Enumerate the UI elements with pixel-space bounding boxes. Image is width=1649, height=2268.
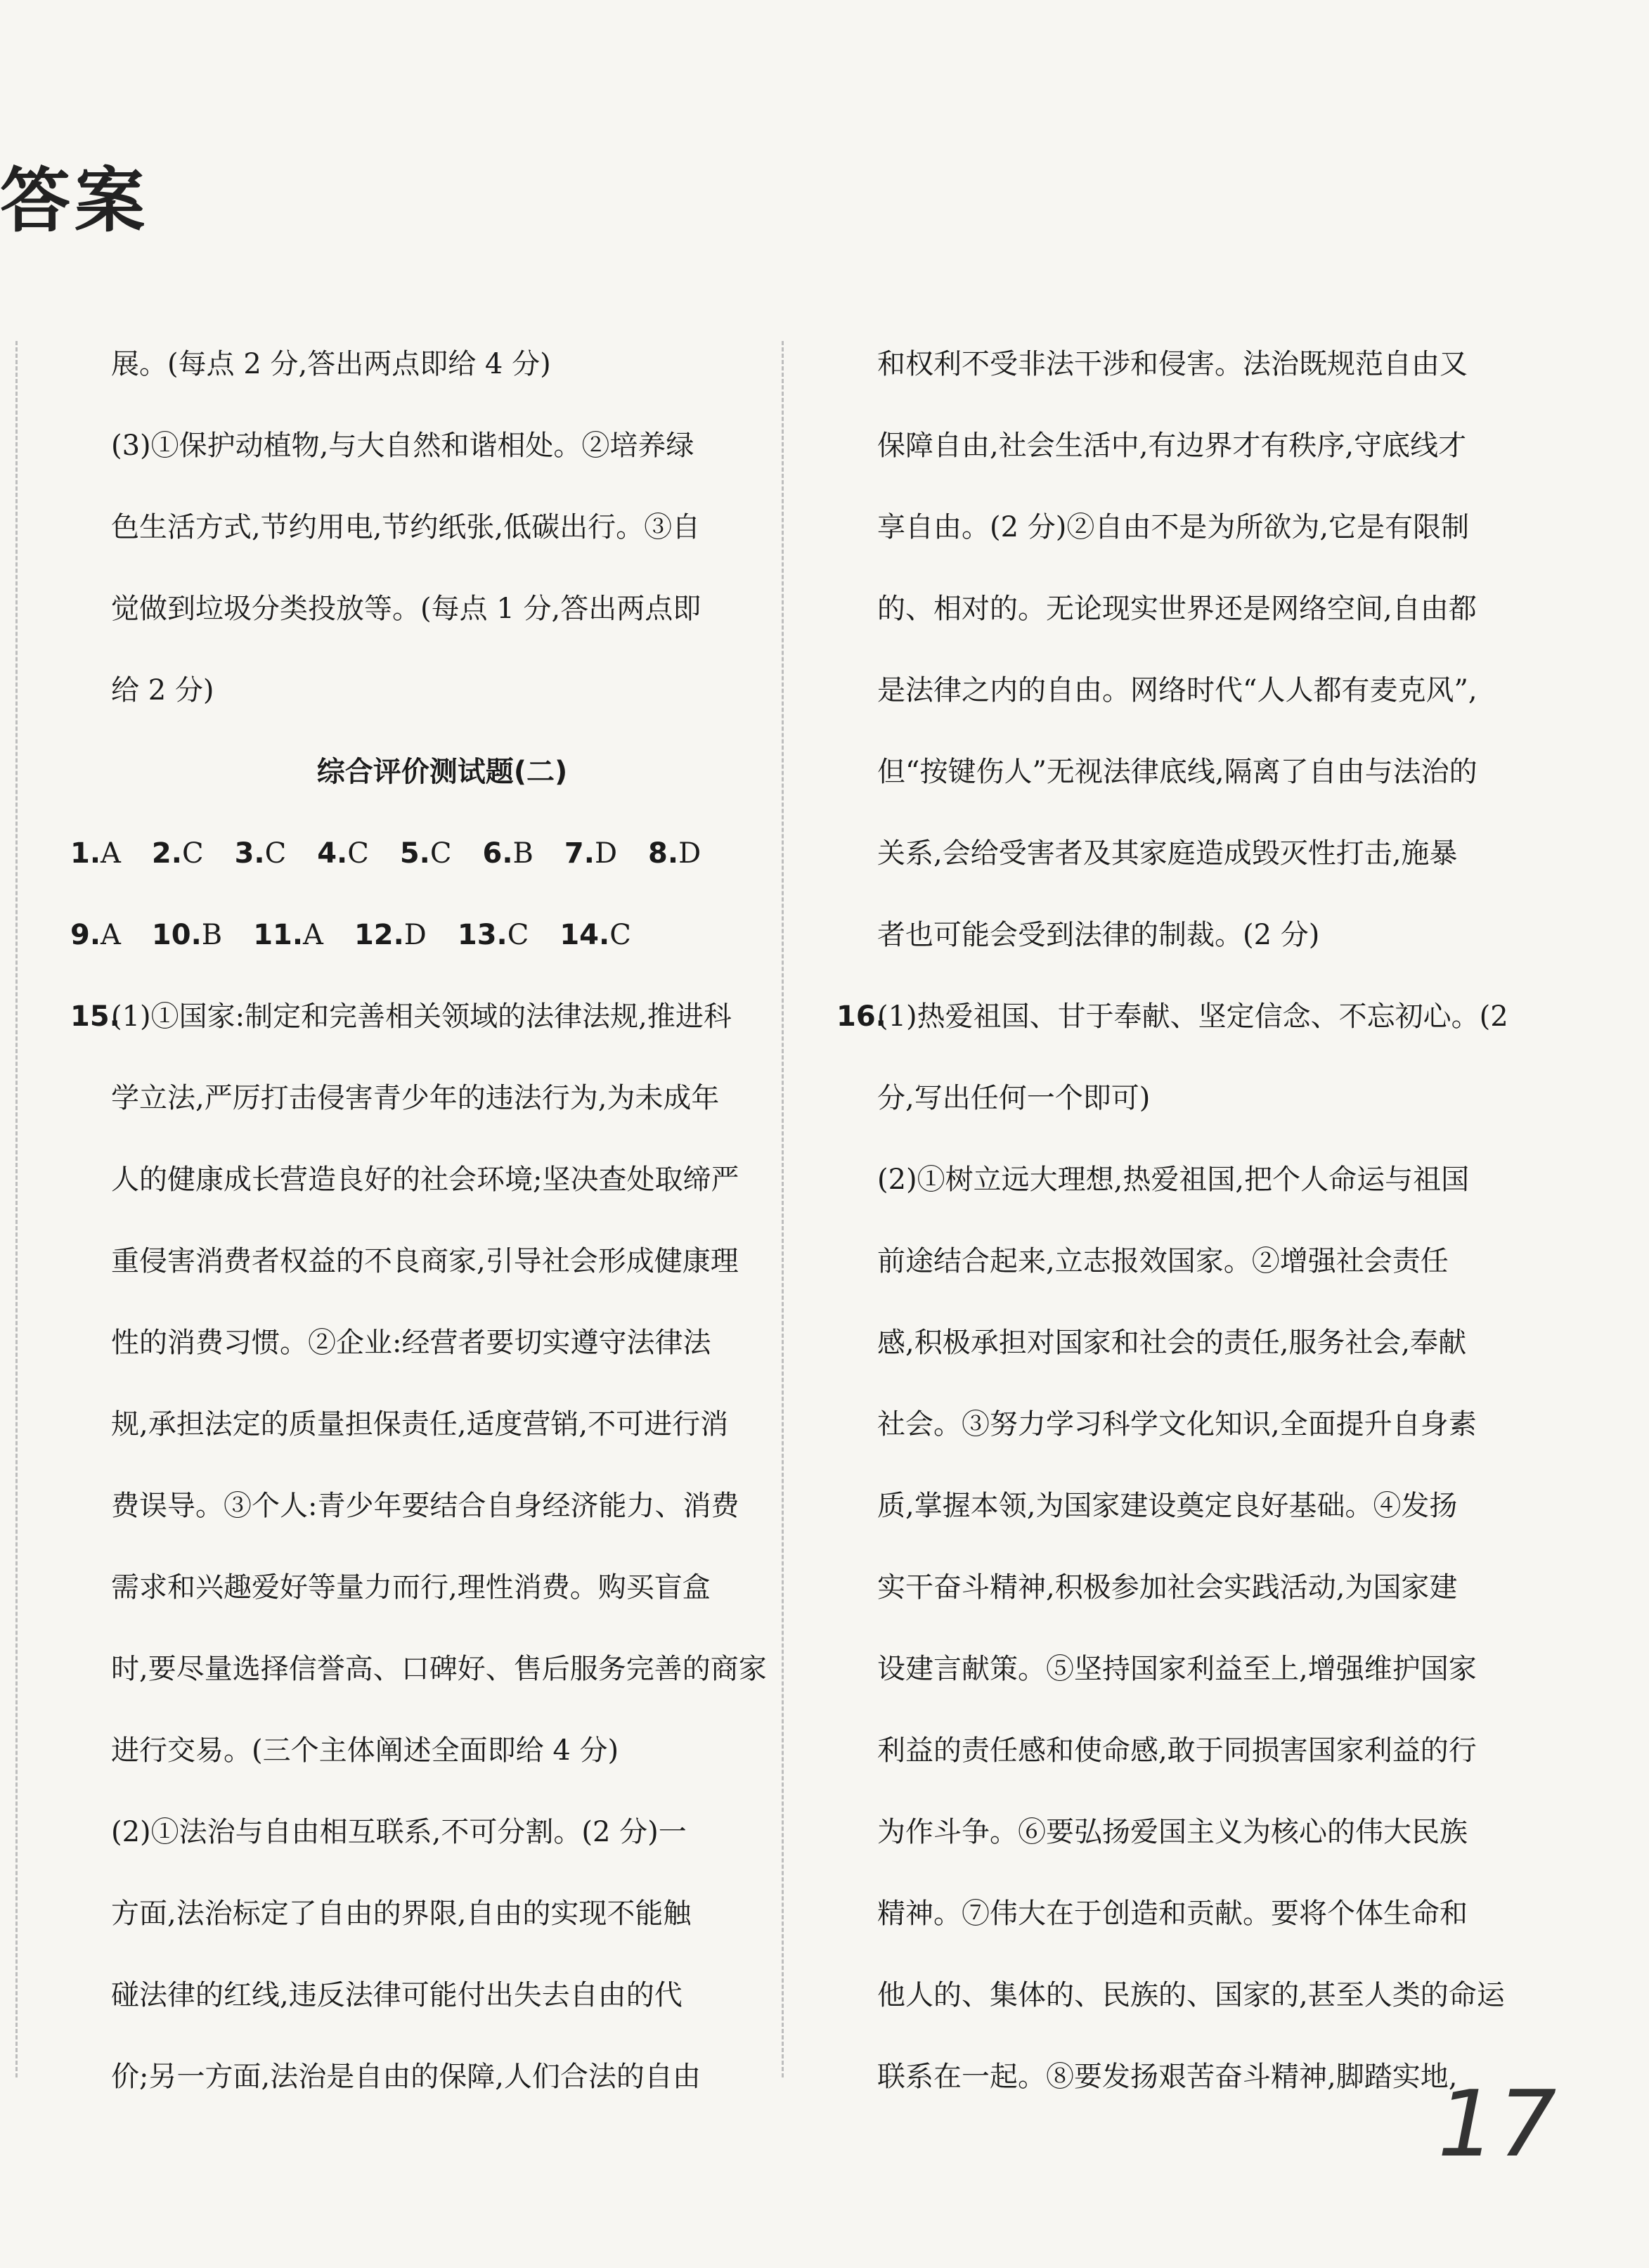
text-line: (2)①法治与自由相互联系,不可分割。(2 分)一 [111, 1816, 687, 1848]
text-line: 给 2 分) [111, 674, 214, 707]
answer-item: 5.C [399, 837, 452, 870]
text-line: 价;另一方面,法治是自由的保障,人们合法的自由 [111, 2061, 701, 2093]
text-line: 重侵害消费者权益的不良商家,引导社会形成健康理 [111, 1245, 739, 1277]
text-line: 色生活方式,节约用电,节约纸张,低碳出行。③自 [111, 511, 701, 543]
answer-item: 11.A [253, 919, 323, 951]
text-line: 碰法律的红线,违反法律可能付出失去自由的代 [111, 1979, 683, 2011]
text-line: 分,写出任何一个即可) [877, 1082, 1151, 1114]
text-line: 为作斗争。⑥要弘扬爱国主义为核心的伟大民族 [877, 1816, 1468, 1848]
text-line: 精神。⑦伟大在于创造和贡献。要将个体生命和 [877, 1897, 1468, 1930]
page-number: 17 [1437, 2070, 1560, 2177]
center-divider [782, 341, 784, 2077]
text-line: 利益的责任感和使命感,敢于同损害国家利益的行 [877, 1734, 1477, 1767]
text-line: 时,要尽量选择信誉高、口碑好、售后服务完善的商家 [111, 1653, 767, 1685]
answer-item: 12.D [354, 919, 427, 951]
text-line: 他人的、集体的、民族的、国家的,甚至人类的命运 [877, 1979, 1505, 2011]
text-line: 关系,会给受害者及其家庭造成毁灭性打击,施暴 [877, 837, 1458, 870]
answer-item: 6.B [482, 837, 534, 870]
answer-item: 13.C [457, 919, 529, 951]
text-line: 学立法,严厉打击侵害青少年的违法行为,为未成年 [111, 1082, 720, 1114]
text-line: 享自由。(2 分)②自由不是为所欲为,它是有限制 [877, 511, 1470, 543]
answer-item: 14.C [560, 919, 631, 951]
text-line: 觉做到垃圾分类投放等。(每点 1 分,答出两点即 [111, 593, 701, 625]
question-body [877, 976, 1553, 2118]
text-line: 但“按键伤人”无视法律底线,隔离了自由与法治的 [877, 756, 1477, 788]
answer-item: 3.C [234, 837, 287, 870]
question-15 [70, 976, 773, 2118]
answer-item: 8.D [648, 837, 701, 870]
text-line: (2)①树立远大理想,热爱祖国,把个人命运与祖国 [877, 1164, 1470, 1196]
left-divider [15, 341, 18, 2077]
answer-item: 2.C [151, 837, 204, 870]
text-line: 的、相对的。无论现实世界还是网络空间,自由都 [877, 593, 1477, 625]
text-line: (1)热爱祖国、甘于奉献、坚定信念、不忘初心。(2 [877, 1000, 1508, 1033]
answer-item: 1.A [70, 837, 121, 870]
text-line: 设建言献策。⑤坚持国家利益至上,增强维护国家 [877, 1653, 1477, 1685]
page-header-title: 答案 [0, 160, 149, 242]
answer-item: 7.D [564, 837, 618, 870]
text-line: 保障自由,社会生活中,有边界才有秩序,守底线才 [877, 430, 1467, 462]
right-column [836, 323, 1553, 2118]
text-line: (1)①国家:制定和完善相关领域的法律法规,推进科 [111, 1000, 732, 1033]
text-line: 人的健康成长营造良好的社会环境;坚决查处取缔严 [111, 1164, 739, 1196]
text-line: 质,掌握本领,为国家建设奠定良好基础。④发扬 [877, 1490, 1458, 1522]
answer-item: 10.B [151, 919, 223, 951]
text-line: 需求和兴趣爱好等量力而行,理性消费。购买盲盒 [111, 1571, 711, 1604]
text-line: 方面,法治标定了自由的界限,自由的实现不能触 [111, 1897, 692, 1930]
text-line: 展。(每点 2 分,答出两点即给 4 分) [111, 348, 551, 380]
text-line: 前途结合起来,立志报效国家。②增强社会责任 [877, 1245, 1449, 1277]
text-line: (3)①保护动植物,与大自然和谐相处。②培养绿 [111, 430, 694, 462]
question-body [111, 976, 773, 2118]
answer-row-2 [70, 894, 773, 976]
answer-item: 4.C [317, 837, 369, 870]
text-line: 感,积极承担对国家和社会的责任,服务社会,奉献 [877, 1327, 1467, 1359]
text-line: 费误导。③个人:青少年要结合自身经济能力、消费 [111, 1490, 739, 1522]
question-number: 15. [70, 1000, 120, 1033]
question-number: 16. [836, 1000, 886, 1033]
text-line: 联系在一起。⑧要发扬艰苦奋斗精神,脚踏实地, [877, 2061, 1458, 2093]
answer-row-1 [70, 813, 773, 894]
answer-item: 9.A [70, 919, 121, 951]
left-column [70, 323, 773, 2118]
text-line: 是法律之内的自由。网络时代“人人都有麦克风”, [877, 674, 1477, 707]
text-line: 社会。③努力学习科学文化知识,全面提升自身素 [877, 1408, 1477, 1441]
text-line: 和权利不受非法干涉和侵害。法治既规范自由又 [877, 348, 1468, 380]
text-line: 性的消费习惯。②企业:经营者要切实遵守法律法 [111, 1327, 711, 1359]
section-title: 综合评价测试题(二) [316, 756, 568, 788]
text-line: 进行交易。(三个主体阐述全面即给 4 分) [111, 1734, 619, 1767]
text-line: 者也可能会受到法律的制裁。(2 分) [877, 919, 1320, 951]
text-line: 实干奋斗精神,积极参加社会实践活动,为国家建 [877, 1571, 1458, 1604]
text-line: 规,承担法定的质量担保责任,适度营销,不可进行消 [111, 1408, 729, 1441]
question-16 [836, 976, 1553, 2118]
